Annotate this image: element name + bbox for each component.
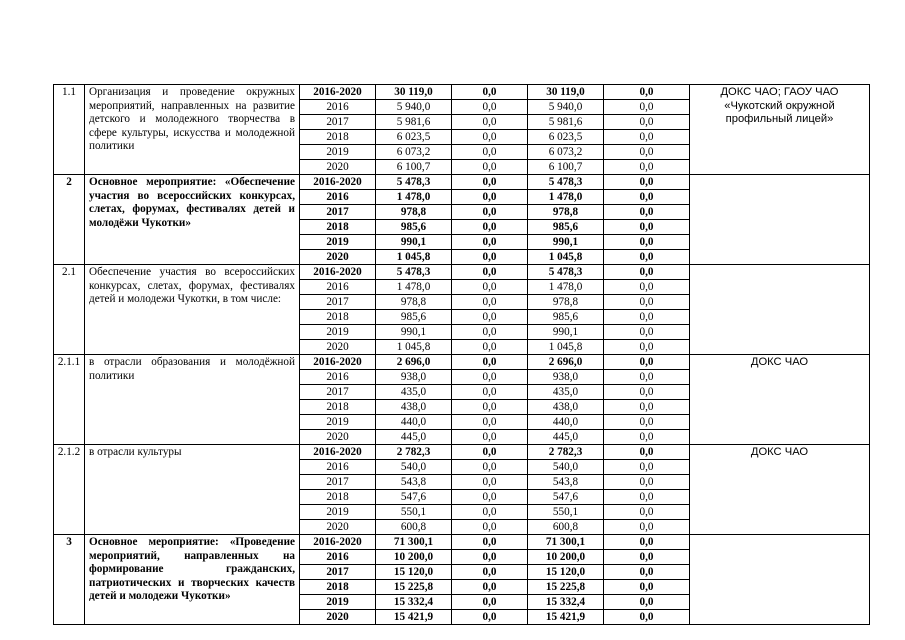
- period-cell: 2018: [300, 400, 376, 415]
- total-cell: 985,6: [376, 310, 452, 325]
- period-cell: 2016: [300, 280, 376, 295]
- regional-cell: 1 478,0: [528, 280, 604, 295]
- total-cell: 15 332,4: [376, 595, 452, 610]
- total-cell: 990,1: [376, 325, 452, 340]
- section-number: 2.1.1: [54, 355, 85, 445]
- responsible-executor: [690, 175, 870, 265]
- federal-cell: 0,0: [452, 100, 528, 115]
- total-cell: 6 023,5: [376, 130, 452, 145]
- other-cell: 0,0: [604, 490, 690, 505]
- other-cell: 0,0: [604, 340, 690, 355]
- regional-cell: 6 073,2: [528, 145, 604, 160]
- budget-table: [53, 84, 870, 625]
- federal-cell: 0,0: [452, 430, 528, 445]
- other-cell: 0,0: [604, 370, 690, 385]
- total-cell: 6 100,7: [376, 160, 452, 175]
- total-cell: 1 045,8: [376, 340, 452, 355]
- federal-cell: 0,0: [452, 490, 528, 505]
- federal-cell: 0,0: [452, 205, 528, 220]
- other-cell: 0,0: [604, 280, 690, 295]
- other-cell: 0,0: [604, 580, 690, 595]
- regional-cell: 445,0: [528, 430, 604, 445]
- total-cell: 30 119,0: [376, 85, 452, 100]
- federal-cell: 0,0: [452, 175, 528, 190]
- period-cell: 2020: [300, 340, 376, 355]
- regional-cell: 985,6: [528, 310, 604, 325]
- period-cell: 2018: [300, 580, 376, 595]
- other-cell: 0,0: [604, 610, 690, 625]
- total-cell: 2 782,3: [376, 445, 452, 460]
- table-row: [54, 445, 870, 460]
- responsible-executor: ДОКС ЧАО: [690, 445, 870, 535]
- federal-cell: 0,0: [452, 550, 528, 565]
- total-cell: 978,8: [376, 295, 452, 310]
- federal-cell: 0,0: [452, 385, 528, 400]
- federal-cell: 0,0: [452, 160, 528, 175]
- period-cell: 2019: [300, 505, 376, 520]
- section-description: Обеспечение участия во всероссийских конкурсах, слетах, форумах, фестивалях детей и молодежи Чукотки, в том числе:: [85, 265, 300, 355]
- other-cell: 0,0: [604, 460, 690, 475]
- section-description: в отрасли культуры: [85, 445, 300, 535]
- budget-table-page: [53, 84, 869, 625]
- period-cell: 2016: [300, 190, 376, 205]
- regional-cell: 5 940,0: [528, 100, 604, 115]
- regional-cell: 5 478,3: [528, 175, 604, 190]
- federal-cell: 0,0: [452, 190, 528, 205]
- federal-cell: 0,0: [452, 610, 528, 625]
- total-cell: 435,0: [376, 385, 452, 400]
- other-cell: 0,0: [604, 205, 690, 220]
- regional-cell: 985,6: [528, 220, 604, 235]
- section-number: 2.1.2: [54, 445, 85, 535]
- total-cell: 990,1: [376, 235, 452, 250]
- federal-cell: 0,0: [452, 340, 528, 355]
- total-cell: 540,0: [376, 460, 452, 475]
- other-cell: 0,0: [604, 115, 690, 130]
- period-cell: 2016-2020: [300, 175, 376, 190]
- table-row: [54, 175, 870, 190]
- budget-table-body: [54, 85, 870, 625]
- regional-cell: 10 200,0: [528, 550, 604, 565]
- period-cell: 2016: [300, 100, 376, 115]
- table-row: [54, 265, 870, 280]
- other-cell: 0,0: [604, 100, 690, 115]
- period-cell: 2016-2020: [300, 85, 376, 100]
- regional-cell: 2 782,3: [528, 445, 604, 460]
- total-cell: 5 981,6: [376, 115, 452, 130]
- federal-cell: 0,0: [452, 295, 528, 310]
- regional-cell: 547,6: [528, 490, 604, 505]
- period-cell: 2017: [300, 115, 376, 130]
- other-cell: 0,0: [604, 235, 690, 250]
- other-cell: 0,0: [604, 220, 690, 235]
- regional-cell: 550,1: [528, 505, 604, 520]
- regional-cell: 15 120,0: [528, 565, 604, 580]
- federal-cell: 0,0: [452, 505, 528, 520]
- other-cell: 0,0: [604, 295, 690, 310]
- period-cell: 2016: [300, 370, 376, 385]
- other-cell: 0,0: [604, 175, 690, 190]
- other-cell: 0,0: [604, 445, 690, 460]
- period-cell: 2016: [300, 460, 376, 475]
- federal-cell: 0,0: [452, 580, 528, 595]
- other-cell: 0,0: [604, 550, 690, 565]
- section-number: 2.1: [54, 265, 85, 355]
- responsible-executor: ДОКС ЧАО: [690, 355, 870, 445]
- period-cell: 2018: [300, 310, 376, 325]
- federal-cell: 0,0: [452, 595, 528, 610]
- federal-cell: 0,0: [452, 400, 528, 415]
- other-cell: 0,0: [604, 415, 690, 430]
- federal-cell: 0,0: [452, 535, 528, 550]
- other-cell: 0,0: [604, 310, 690, 325]
- federal-cell: 0,0: [452, 475, 528, 490]
- federal-cell: 0,0: [452, 115, 528, 130]
- regional-cell: 438,0: [528, 400, 604, 415]
- other-cell: 0,0: [604, 595, 690, 610]
- period-cell: 2017: [300, 565, 376, 580]
- responsible-executor: [690, 535, 870, 625]
- federal-cell: 0,0: [452, 520, 528, 535]
- total-cell: 600,8: [376, 520, 452, 535]
- total-cell: 5 940,0: [376, 100, 452, 115]
- period-cell: 2019: [300, 595, 376, 610]
- table-row: [54, 85, 870, 100]
- total-cell: 15 225,8: [376, 580, 452, 595]
- federal-cell: 0,0: [452, 355, 528, 370]
- total-cell: 5 478,3: [376, 265, 452, 280]
- section-description: в отрасли образования и молодёжной политики: [85, 355, 300, 445]
- period-cell: 2019: [300, 145, 376, 160]
- regional-cell: 1 478,0: [528, 190, 604, 205]
- other-cell: 0,0: [604, 400, 690, 415]
- federal-cell: 0,0: [452, 280, 528, 295]
- period-cell: 2019: [300, 325, 376, 340]
- period-cell: 2020: [300, 610, 376, 625]
- regional-cell: 15 225,8: [528, 580, 604, 595]
- other-cell: 0,0: [604, 430, 690, 445]
- other-cell: 0,0: [604, 130, 690, 145]
- period-cell: 2017: [300, 295, 376, 310]
- table-row: [54, 535, 870, 550]
- total-cell: 438,0: [376, 400, 452, 415]
- other-cell: 0,0: [604, 505, 690, 520]
- period-cell: 2017: [300, 205, 376, 220]
- other-cell: 0,0: [604, 85, 690, 100]
- regional-cell: 540,0: [528, 460, 604, 475]
- regional-cell: 15 332,4: [528, 595, 604, 610]
- period-cell: 2018: [300, 220, 376, 235]
- responsible-executor: ДОКС ЧАО; ГАОУ ЧАО «Чукотский окружной профильный лицей»: [690, 85, 870, 175]
- total-cell: 5 478,3: [376, 175, 452, 190]
- federal-cell: 0,0: [452, 85, 528, 100]
- total-cell: 547,6: [376, 490, 452, 505]
- period-cell: 2020: [300, 520, 376, 535]
- responsible-executor: [690, 265, 870, 355]
- total-cell: 938,0: [376, 370, 452, 385]
- total-cell: 15 421,9: [376, 610, 452, 625]
- federal-cell: 0,0: [452, 145, 528, 160]
- period-cell: 2017: [300, 385, 376, 400]
- regional-cell: 978,8: [528, 295, 604, 310]
- total-cell: 985,6: [376, 220, 452, 235]
- total-cell: 10 200,0: [376, 550, 452, 565]
- total-cell: 445,0: [376, 430, 452, 445]
- other-cell: 0,0: [604, 475, 690, 490]
- total-cell: 978,8: [376, 205, 452, 220]
- federal-cell: 0,0: [452, 250, 528, 265]
- period-cell: 2016-2020: [300, 265, 376, 280]
- period-cell: 2017: [300, 475, 376, 490]
- total-cell: 1 045,8: [376, 250, 452, 265]
- section-description: Организация и проведение окружных мероприятий, направленных на развитие детского и молодежного творчества в сфере культуры, искусства и молодежной политики: [85, 85, 300, 175]
- total-cell: 550,1: [376, 505, 452, 520]
- total-cell: 71 300,1: [376, 535, 452, 550]
- total-cell: 440,0: [376, 415, 452, 430]
- period-cell: 2018: [300, 490, 376, 505]
- other-cell: 0,0: [604, 520, 690, 535]
- regional-cell: 30 119,0: [528, 85, 604, 100]
- federal-cell: 0,0: [452, 235, 528, 250]
- total-cell: 543,8: [376, 475, 452, 490]
- other-cell: 0,0: [604, 385, 690, 400]
- total-cell: 1 478,0: [376, 280, 452, 295]
- federal-cell: 0,0: [452, 415, 528, 430]
- table-row: [54, 355, 870, 370]
- regional-cell: 435,0: [528, 385, 604, 400]
- other-cell: 0,0: [604, 565, 690, 580]
- total-cell: 15 120,0: [376, 565, 452, 580]
- federal-cell: 0,0: [452, 370, 528, 385]
- total-cell: 6 073,2: [376, 145, 452, 160]
- regional-cell: 543,8: [528, 475, 604, 490]
- regional-cell: 600,8: [528, 520, 604, 535]
- other-cell: 0,0: [604, 265, 690, 280]
- section-number: 2: [54, 175, 85, 265]
- regional-cell: 990,1: [528, 325, 604, 340]
- federal-cell: 0,0: [452, 445, 528, 460]
- regional-cell: 1 045,8: [528, 250, 604, 265]
- period-cell: 2019: [300, 235, 376, 250]
- section-description: Основное мероприятие: «Проведение мероприятий, направленных на формирование гражданских, патриотических и творческих качеств детей и молодежи Чукотки»: [85, 535, 300, 625]
- period-cell: 2020: [300, 250, 376, 265]
- period-cell: 2016: [300, 550, 376, 565]
- regional-cell: 6 100,7: [528, 160, 604, 175]
- section-description: Основное мероприятие: «Обеспечение участия во всероссийских конкурсах, слетах, форумах, фестивалях детей и молодёжи Чукотки»: [85, 175, 300, 265]
- total-cell: 1 478,0: [376, 190, 452, 205]
- other-cell: 0,0: [604, 160, 690, 175]
- other-cell: 0,0: [604, 325, 690, 340]
- other-cell: 0,0: [604, 535, 690, 550]
- regional-cell: 2 696,0: [528, 355, 604, 370]
- other-cell: 0,0: [604, 355, 690, 370]
- other-cell: 0,0: [604, 250, 690, 265]
- federal-cell: 0,0: [452, 565, 528, 580]
- section-number: 3: [54, 535, 85, 625]
- federal-cell: 0,0: [452, 460, 528, 475]
- regional-cell: 440,0: [528, 415, 604, 430]
- period-cell: 2020: [300, 160, 376, 175]
- regional-cell: 990,1: [528, 235, 604, 250]
- other-cell: 0,0: [604, 190, 690, 205]
- federal-cell: 0,0: [452, 220, 528, 235]
- regional-cell: 5 478,3: [528, 265, 604, 280]
- regional-cell: 15 421,9: [528, 610, 604, 625]
- regional-cell: 978,8: [528, 205, 604, 220]
- period-cell: 2020: [300, 430, 376, 445]
- federal-cell: 0,0: [452, 325, 528, 340]
- period-cell: 2016-2020: [300, 535, 376, 550]
- total-cell: 2 696,0: [376, 355, 452, 370]
- other-cell: 0,0: [604, 145, 690, 160]
- regional-cell: 5 981,6: [528, 115, 604, 130]
- period-cell: 2019: [300, 415, 376, 430]
- section-number: 1.1: [54, 85, 85, 175]
- period-cell: 2016-2020: [300, 355, 376, 370]
- regional-cell: 71 300,1: [528, 535, 604, 550]
- period-cell: 2016-2020: [300, 445, 376, 460]
- period-cell: 2018: [300, 130, 376, 145]
- federal-cell: 0,0: [452, 130, 528, 145]
- federal-cell: 0,0: [452, 265, 528, 280]
- regional-cell: 6 023,5: [528, 130, 604, 145]
- regional-cell: 938,0: [528, 370, 604, 385]
- regional-cell: 1 045,8: [528, 340, 604, 355]
- federal-cell: 0,0: [452, 310, 528, 325]
